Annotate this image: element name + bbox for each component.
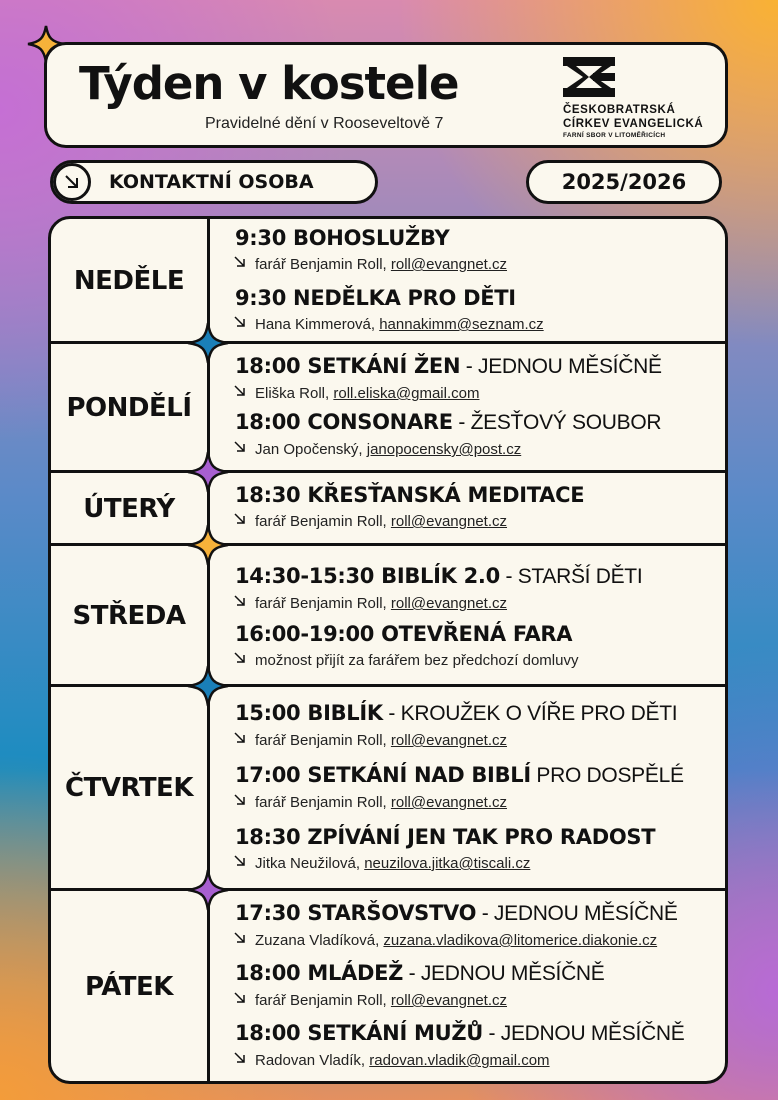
contact-name: farář Benjamin Roll, xyxy=(255,794,391,811)
contact-email-link[interactable]: roll@evangnet.cz xyxy=(390,595,508,612)
event-item xyxy=(235,900,678,951)
event-contact xyxy=(235,991,605,1011)
contact-email-link[interactable]: roll@evangnet.cz xyxy=(390,992,508,1009)
arrow-down-right-icon xyxy=(233,931,255,951)
contact-email-link[interactable]: roll@evangnet.cz xyxy=(390,732,508,749)
header-card xyxy=(44,42,728,148)
event-contact xyxy=(235,931,678,951)
arrow-down-right-icon xyxy=(233,594,255,614)
event-title: 18:00 CONSONARE xyxy=(235,410,453,434)
event-contact xyxy=(235,594,642,614)
event-item xyxy=(235,1020,684,1071)
event-contact xyxy=(235,651,578,671)
event-item xyxy=(235,353,662,404)
contact-email-link[interactable]: roll@evangnet.cz xyxy=(390,794,508,811)
event-title: 9:30 BOHOSLUŽBY xyxy=(235,226,450,250)
event-contact xyxy=(235,315,544,335)
church-logo-mark-icon xyxy=(563,57,615,97)
event-title-row xyxy=(235,409,661,436)
event-title-row xyxy=(235,700,677,727)
event-title-row xyxy=(235,563,642,590)
event-note: - STARŠÍ DĚTI xyxy=(499,565,643,588)
day-label: PÁTEK xyxy=(85,972,173,1002)
event-item xyxy=(235,482,584,532)
weekly-schedule xyxy=(48,216,728,1084)
church-logo xyxy=(563,57,713,139)
contact-email-link[interactable]: roll.eliska@gmail.com xyxy=(333,385,480,402)
event-title-row xyxy=(235,353,662,380)
event-item xyxy=(235,285,544,335)
event-contact xyxy=(235,512,584,532)
contact-name: farář Benjamin Roll, xyxy=(255,732,391,749)
contact-name: Hana Kimmerová, xyxy=(255,316,380,333)
event-contact xyxy=(235,384,662,404)
event-contact xyxy=(235,440,661,460)
arrow-down-right-icon xyxy=(233,854,255,874)
contact-email-link[interactable]: neuzilova.jitka@tiscali.cz xyxy=(364,855,531,872)
contact-name: farář Benjamin Roll, xyxy=(255,595,391,612)
event-item xyxy=(235,621,578,671)
arrow-down-right-icon xyxy=(233,991,255,1011)
event-note: - JEDNOU MĚSÍČNĚ xyxy=(403,962,605,985)
event-note: - JEDNOU MĚSÍČNĚ xyxy=(476,902,678,925)
logo-text-line2: CÍRKEV EVANGELICKÁ xyxy=(563,118,704,130)
event-contact xyxy=(235,255,507,275)
logo-text-line3: FARNÍ SBOR V LITOMĚŘICÍCH xyxy=(563,132,666,139)
event-item xyxy=(235,960,605,1011)
event-title-row xyxy=(235,621,578,647)
event-item xyxy=(235,225,507,275)
contact-person-pill xyxy=(50,160,378,204)
contact-person-label: KONTAKTNÍ OSOBA xyxy=(109,171,314,193)
arrow-down-right-icon xyxy=(233,1051,255,1071)
event-item xyxy=(235,762,684,813)
day-label: PONDĚLÍ xyxy=(66,392,192,423)
contact-name: farář Benjamin Roll, xyxy=(255,256,391,273)
day-label: ÚTERÝ xyxy=(83,493,175,524)
event-note: - ŽESŤOVÝ SOUBOR xyxy=(452,411,662,434)
event-title-row xyxy=(235,900,678,927)
event-contact xyxy=(235,854,655,874)
event-title-row xyxy=(235,1020,684,1047)
event-title-row xyxy=(235,482,584,508)
event-title-row xyxy=(235,762,684,789)
contact-name: Eliška Roll, xyxy=(255,385,334,402)
event-note: - KROUŽEK O VÍŘE PRO DĚTI xyxy=(382,702,678,725)
event-title: 18:30 ZPÍVÁNÍ JEN TAK PRO RADOST xyxy=(235,825,656,849)
contact-email-link[interactable]: janopocensky@post.cz xyxy=(366,441,522,458)
event-title: 18:00 SETKÁNÍ ŽEN xyxy=(235,354,461,378)
page-title: Týden v kostele xyxy=(79,57,459,110)
event-title: 9:30 NEDĚLKA PRO DĚTI xyxy=(235,286,516,310)
contact-email-link[interactable]: roll@evangnet.cz xyxy=(390,513,508,530)
event-title: 17:00 SETKÁNÍ NAD BIBLÍ xyxy=(235,763,531,787)
event-title: 18:30 KŘESŤANSKÁ MEDITACE xyxy=(235,483,585,507)
arrow-down-right-icon xyxy=(233,651,255,671)
event-contact xyxy=(235,731,677,751)
event-contact xyxy=(235,1051,684,1071)
arrow-down-right-icon xyxy=(233,512,255,532)
event-note: - JEDNOU MĚSÍČNĚ xyxy=(483,1022,685,1045)
event-title-row xyxy=(235,225,507,251)
logo-text-line1: ČESKOBRATRSKÁ xyxy=(563,104,676,116)
arrow-down-right-icon xyxy=(233,384,255,404)
contact-email-link[interactable]: hannakimm@seznam.cz xyxy=(379,316,544,333)
arrow-down-right-icon xyxy=(233,731,255,751)
event-note: - JEDNOU MĚSÍČNĚ xyxy=(460,355,662,378)
event-title: 17:30 STARŠOVSTVO xyxy=(235,901,477,925)
contact-name: Jitka Neužilová, xyxy=(255,855,365,872)
event-title: 16:00-19:00 OTEVŘENÁ FARA xyxy=(235,622,573,646)
event-title: 15:00 BIBLÍK xyxy=(235,701,383,725)
day-label: NEDĚLE xyxy=(73,266,185,296)
day-label: STŘEDA xyxy=(72,600,186,631)
event-title: 18:00 SETKÁNÍ MUŽŮ xyxy=(235,1021,484,1045)
contact-email-link[interactable]: roll@evangnet.cz xyxy=(390,256,508,273)
contact-name: možnost přijít za farářem bez předchozí domluvy xyxy=(255,652,579,669)
arrow-down-right-icon xyxy=(233,255,255,275)
event-title-row xyxy=(235,960,605,987)
arrow-down-right-icon xyxy=(62,172,82,192)
contact-name: Zuzana Vladíková, xyxy=(255,932,384,949)
event-note: PRO DOSPĚLÉ xyxy=(530,764,684,787)
arrow-circle xyxy=(53,163,91,201)
contact-email-link[interactable]: radovan.vladik@gmail.com xyxy=(369,1052,550,1069)
day-label: ČTVRTEK xyxy=(65,773,193,803)
arrow-down-right-icon xyxy=(233,793,255,813)
event-item xyxy=(235,700,677,751)
event-title-row xyxy=(235,824,655,850)
contact-name: farář Benjamin Roll, xyxy=(255,513,391,530)
event-title: 18:00 MLÁDEŽ xyxy=(235,961,404,985)
arrow-down-right-icon xyxy=(233,315,255,335)
event-title: 14:30-15:30 BIBLÍK 2.0 xyxy=(235,564,500,588)
arrow-down-right-icon xyxy=(233,440,255,460)
contact-email-link[interactable]: zuzana.vladikova@litomerice.diakonie.cz xyxy=(383,932,658,949)
event-item xyxy=(235,409,661,460)
contact-name: farář Benjamin Roll, xyxy=(255,992,391,1009)
contact-name: Radovan Vladík, xyxy=(255,1052,370,1069)
event-item xyxy=(235,563,642,614)
page-subtitle: Pravidelné dění v Rooseveltově 7 xyxy=(205,115,444,132)
event-item xyxy=(235,824,655,874)
school-year-badge: 2025/2026 xyxy=(526,160,722,204)
contact-name: Jan Opočenský, xyxy=(255,441,367,458)
event-title-row xyxy=(235,285,544,311)
event-contact xyxy=(235,793,684,813)
